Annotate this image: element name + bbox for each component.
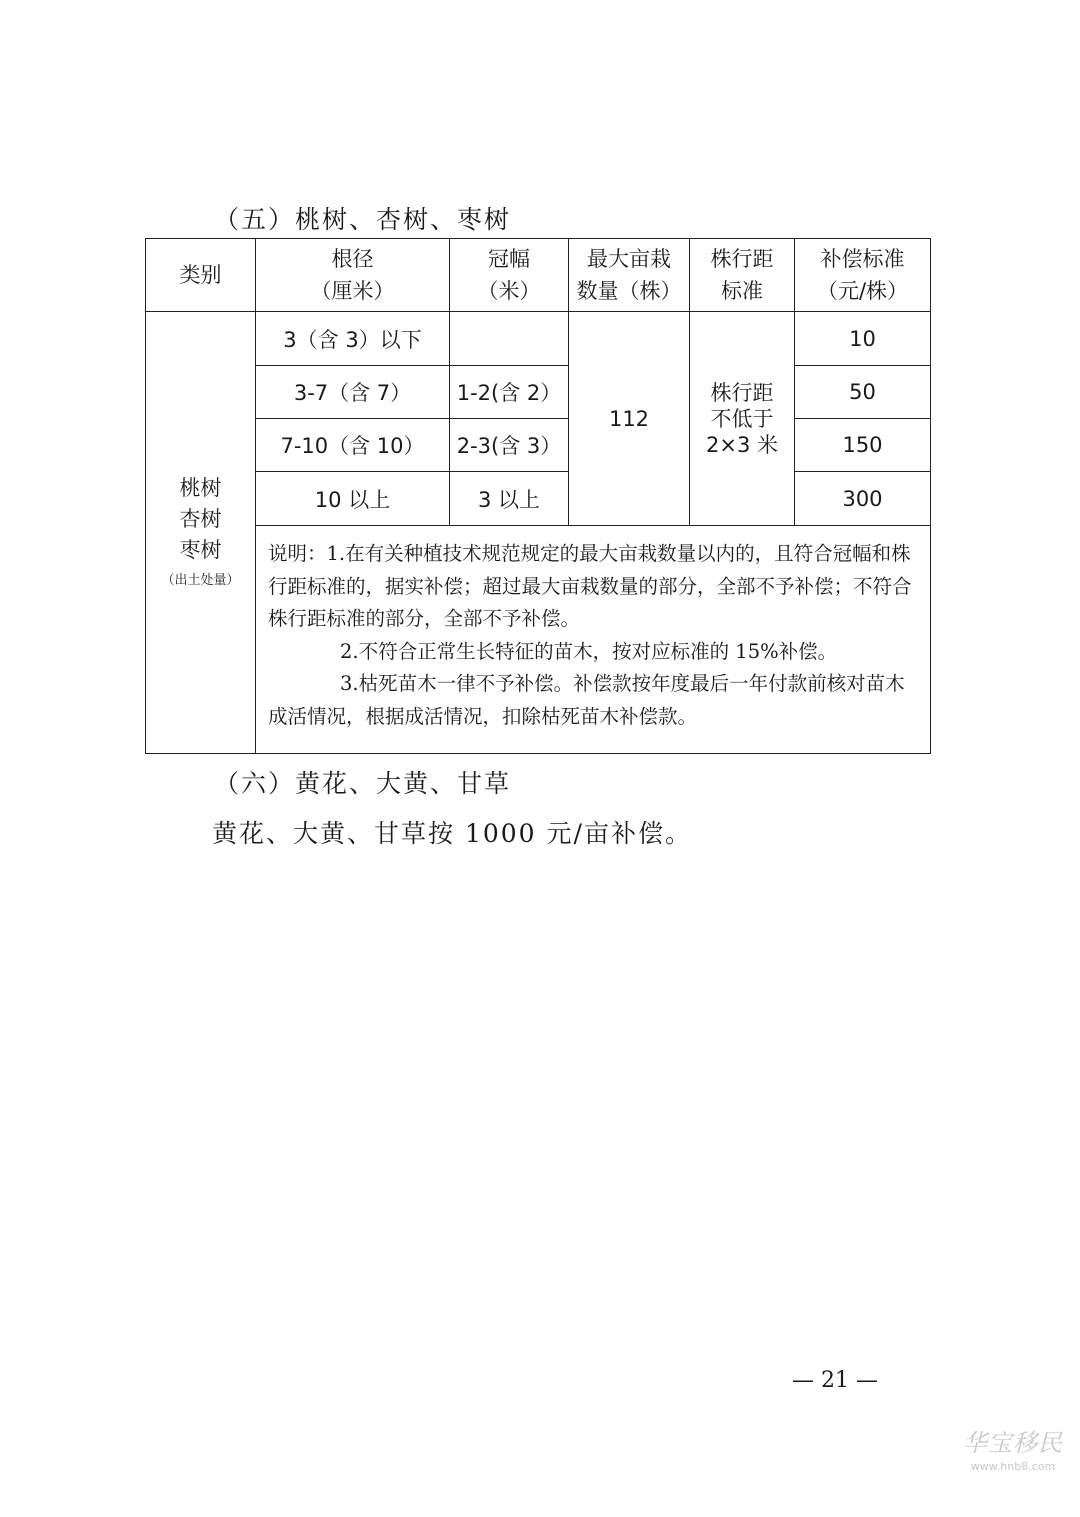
header-compensation: 补偿标准 （元/株） [795, 239, 931, 312]
table-row [146, 419, 931, 472]
watermark-text: 华宝移民 [963, 1429, 1063, 1457]
note-3: 3.枯死苗木一律不予补偿。补偿款按年度最后一年付款前核对苗木成活情况，根据成活情况，扣除枯死苗木补偿款。 [268, 672, 905, 728]
root-diameter-cell: 3（含 3）以下 [256, 312, 450, 366]
crown-width-cell: 1-2(含 2） [450, 366, 569, 419]
compensation-table [145, 238, 931, 754]
notes-row [146, 526, 931, 754]
crown-width-cell [450, 312, 569, 366]
crown-width-cell: 3 以上 [450, 472, 569, 526]
header-root-diameter: 根径 （厘米） [256, 239, 450, 312]
header-max-planting: 最大亩栽 数量（株） [569, 239, 690, 312]
table-header-row [146, 239, 931, 312]
header-spacing: 株行距 标准 [690, 239, 795, 312]
header-crown-width: 冠幅 （米） [450, 239, 569, 312]
notes-cell [256, 526, 931, 754]
root-diameter-cell: 10 以上 [256, 472, 450, 526]
table-row [146, 472, 931, 526]
note-1: 说明：1.在有关种植技术规范规定的最大亩栽数量以内的，且符合冠幅和株行距标准的，据实补偿；超过最大亩栽数量的部分，全部不予补偿；不符合株行距标准的部分，全部不予补偿。 [268, 542, 912, 630]
section-5-title: （五）桃树、杏树、枣树 [214, 205, 512, 234]
category-note: （出土处量） [161, 573, 240, 588]
category-cell: 桃树 杏树 枣树 （出土处量） [146, 312, 256, 754]
page-number: — 21 — [792, 1368, 878, 1393]
compensation-cell: 50 [795, 366, 931, 419]
table-row [146, 366, 931, 419]
watermark-url: www.hnb8.com [970, 1460, 1056, 1473]
section-6-title: （六）黄花、大黄、甘草 [214, 769, 512, 798]
table-row [146, 312, 931, 366]
header-category: 类别 [146, 239, 256, 312]
section-6-body: 黄花、大黄、甘草按 1000 元/亩补偿。 [212, 819, 692, 848]
note-2: 2.不符合正常生长特征的苗木，按对应标准的 15%补偿。 [340, 639, 838, 663]
root-diameter-cell: 3-7（含 7） [256, 366, 450, 419]
compensation-cell: 150 [795, 419, 931, 472]
max-planting-cell: 112 [569, 312, 690, 526]
root-diameter-cell: 7-10（含 10） [256, 419, 450, 472]
spacing-cell: 株行距 不低于 2×3 米 [690, 312, 795, 526]
crown-width-cell: 2-3(含 3） [450, 419, 569, 472]
watermark-logo [958, 1426, 1068, 1496]
compensation-cell: 10 [795, 312, 931, 366]
compensation-cell: 300 [795, 472, 931, 526]
